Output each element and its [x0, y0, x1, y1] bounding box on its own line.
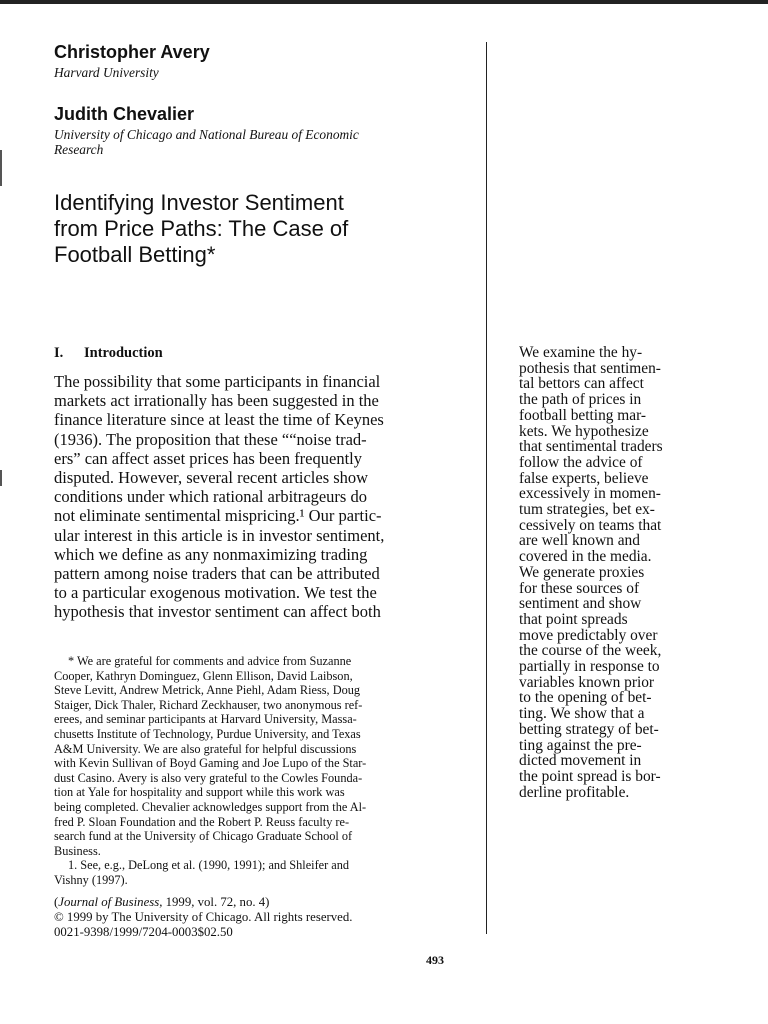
- top-border: [0, 0, 768, 4]
- section-number: I.: [54, 345, 64, 361]
- author-affiliation-2: University of Chicago and National Bureau of Economic Research: [54, 127, 359, 157]
- section-heading: [54, 345, 163, 362]
- scan-edge-mark: [0, 150, 2, 186]
- abstract: We examine the hy- pothesis that sentimen- tal bettors can affect the path of prices in football betting mar- kets. We hypothesize that sentimental traders follow the advice of false experts, believe excessively in momen- tum strategies, bet ex- cessively on teams that are well known and covered in the media. We generate proxies for these sources of sentiment and show that point spreads move predictably over the course of the week, partially in response to variables known prior to the opening of bet- ting. We show that a betting strategy of bet- ting against the pre- dicted movement in the point spread is bor- derline profitable.: [519, 344, 663, 801]
- author-name-2: Judith Chevalier: [54, 104, 195, 124]
- paper-title: Identifying Investor Sentiment from Price Paths: The Case of Football Betting*: [54, 190, 349, 267]
- page-number: 493: [426, 953, 444, 967]
- article-code: 0021-9398/1999/7204-0003$02.50: [54, 925, 233, 939]
- column-divider: [486, 42, 487, 934]
- author-name-1: Christopher Avery: [54, 42, 210, 62]
- introduction-body: The possibility that some participants in financial markets act irrationally has been suggested in the finance literature since at least the time of Keynes (1936). The proposition that these ““noise trad- ers” can affect asset prices has been frequently disputed. However, several recent articles show conditions under which rational arbitrageurs do not eliminate sentimental mispricing.¹ Our partic- ular interest in this article is in investor sentiment, which we define as any nonmaximizing trading pattern among noise traders that can be attributed to a particular exogenous motivation. We test the hypothesis that investor sentiment can affect both: [54, 372, 385, 622]
- author-affiliation-1: Harvard University: [54, 65, 159, 80]
- journal-info: [54, 895, 474, 940]
- scan-edge-mark: [0, 470, 2, 486]
- journal-citation: (Journal of Business, 1999, vol. 72, no. 4): [54, 895, 270, 909]
- copyright-line: © 1999 by The University of Chicago. All rights reserved.: [54, 910, 353, 924]
- footnotes: * We are grateful for comments and advice from Suzanne Cooper, Kathryn Dominguez, Glenn Ellison, David Laibson, Steve Levitt, Andrew Metrick, Anne Piehl, Adam Riess, Doug Staiger, Dick Thaler, Richard Zeckhauser, two anonymous ref- erees, and seminar participants at Harvard University, Massa- chusetts Institute of Technology, Purdue University, and Texas A&M University. We are also grateful for helpful discussions with Kevin Sullivan of Boyd Gaming and Joe Lupo of the Star- dust Casino. Avery is also very grateful to the Cowles Founda- tion at Yale for hospitality and support while this work was being completed. Chevalier acknowledges support from the Al- fred P. Sloan Foundation and the Robert P. Reuss faculty re- search fund at the University of Chicago Graduate School of Business. 1. See, e.g., DeLong et al. (1990, 1991); and Shleifer and Vishny (1997).: [54, 654, 367, 887]
- section-title: Introduction: [84, 345, 163, 361]
